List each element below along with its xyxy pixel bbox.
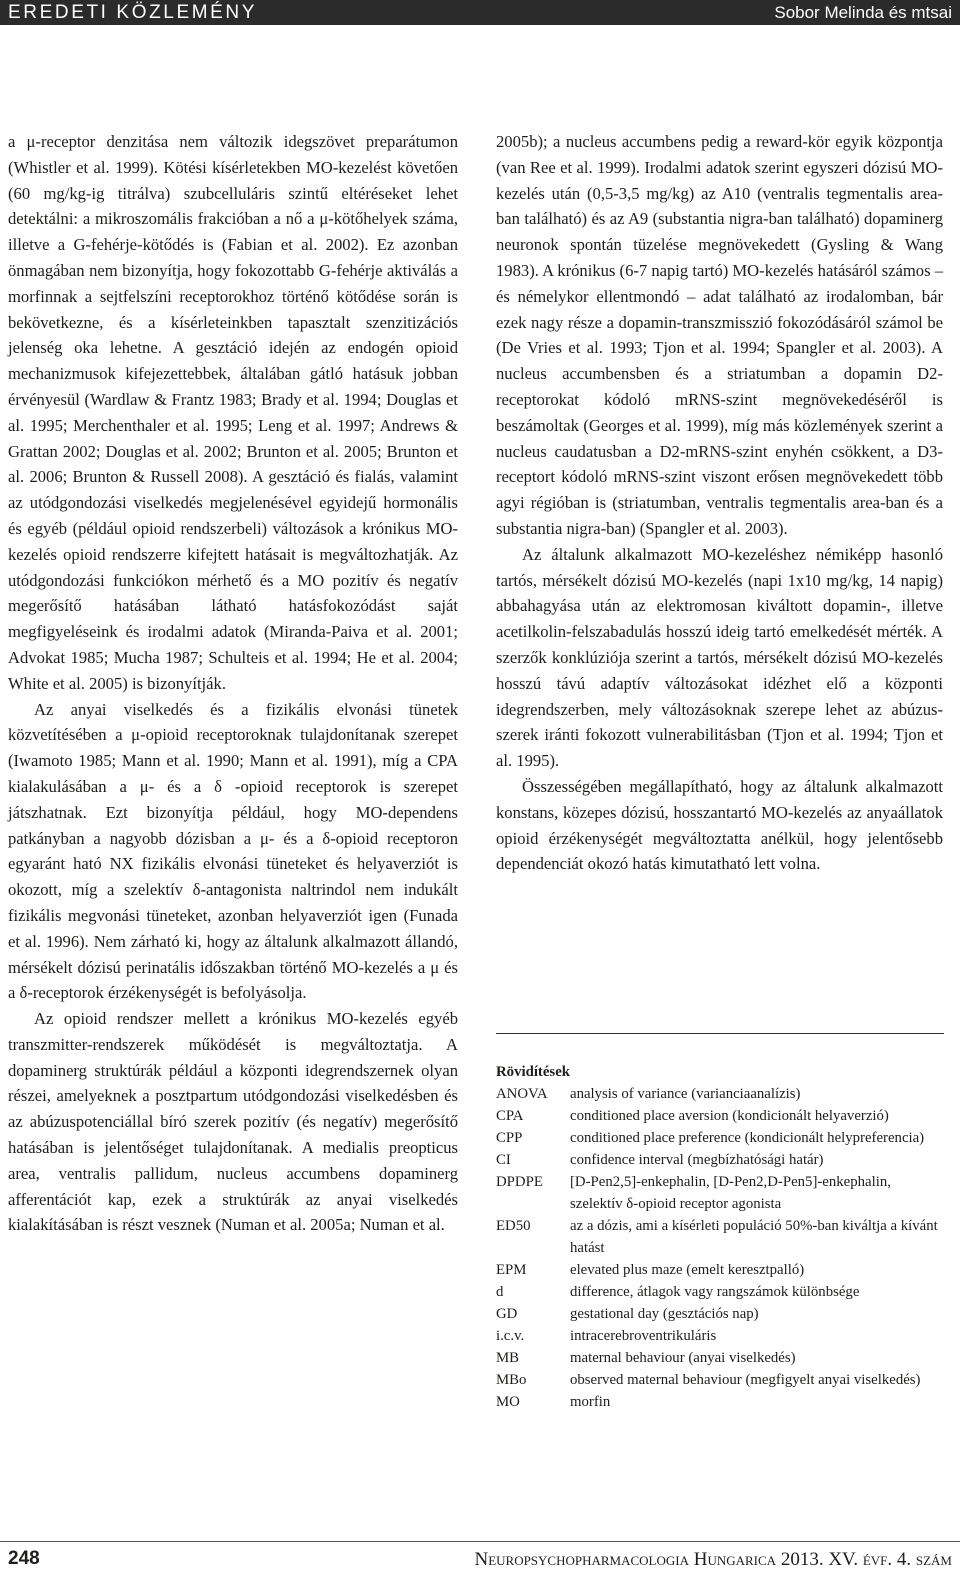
paragraph: Az általunk alkalmazott MO-kezeléshez némiképp hasonló tartós, mérsékelt dózisú MO-kezelés (napi 1x10 mg/kg, 14 napig) abbahagyása után az elektromosan kiváltott dopamin-, illetve acetilkolin-felszabadulás hosszú ideig tartó emelkedését mérték. A szerzők konklúziója szerint a tartós, mérsékelt dózisú MO-kezelés hosszú távú adaptív változásokat idézhet elő a központi idegrendszerben, mely változásoknak szerepe lehet az abúzus-szerek iránti fokozott vulnerabilitásban (Tjon et al. 1994; Tjon et al. 1995). <box>496 544 943 771</box>
abbreviation-definition: conditioned place aversion (kondicionált helyaverzió) <box>570 1108 889 1124</box>
abbreviation-term: EPM <box>496 1262 527 1278</box>
paragraph: 2005b); a nucleus accumbens pedig a reward-kör egyik központja (van Ree et al. 1999). Irodalmi adatok szerint egyszeri dózisú MO-kezelés után (0,5-3,5 mg/kg) az A10 (ventralis tegmentalis area-ban található) és az A9 (substantia nigra-ban található) dopaminerg neuronok spontán tüzelése megnövekedett (Gysling & Wang 1983). A krónikus (6-7 napig tartó) MO-kezelés hatásáról számos – és némelykor ellentmondó – adat található az irodalomban, bár ezek nagy része a dopamin-transzmisszió fokozódásáról számol be (De Vries et al. 1993; Tjon et al. 1994; Spangler et al. 2003). A nucleus accumbensben és a striatumban a dopamin D2-receptorokat kódoló mRNS-szint megnövekedéséről is beszámoltak (Georges et al. 1999), míg más közlemények szerint a nucleus caudatusban a D2-mRNS-szint enyhén csökkent, a D3-receptort kódoló mRNS-szint viszont erősen megnövekedett több agyi régióban is (striatumban, ventralis tegmentalis area-ban és a substantia nigra-ban) (Spangler et al. 2003). <box>496 132 944 538</box>
abbreviation-term: CPP <box>496 1130 523 1146</box>
abbreviation-term: MBo <box>496 1372 527 1388</box>
abbreviation-definition: conditioned place preference (kondicionált helypreferencia) <box>570 1130 925 1146</box>
abbreviations-title: Rövidítések <box>496 1064 570 1080</box>
abbreviation-row <box>496 1083 946 1105</box>
abbreviation-row <box>496 1215 946 1259</box>
abbreviation-row <box>496 1171 946 1215</box>
paragraph: Összességében megállapítható, hogy az általunk alkalmazott konstans, közepes dózisú, hosszantartó MO-kezelés az anyaállatok opioid érzékenységét megváltoztatta anélkül, hogy jelentősebb dependenciát okozó hatás kimutatható lett volna. <box>496 776 943 874</box>
abbreviation-definition: elevated plus maze (emelt keresztpalló) <box>570 1262 805 1278</box>
abbreviation-definition: analysis of variance (varianciaanalízis) <box>570 1086 801 1102</box>
abbreviation-term: CI <box>496 1152 511 1168</box>
abbreviations-list <box>496 1061 946 1413</box>
abbreviation-definition: observed maternal behaviour (megfigyelt anyai viselkedés) <box>570 1372 921 1388</box>
abbreviation-term: DPDPE <box>496 1174 543 1190</box>
abbreviation-row <box>496 1127 946 1149</box>
abbreviation-row <box>496 1281 946 1303</box>
footer-divider <box>0 1541 960 1542</box>
abbreviation-term: MB <box>496 1350 520 1366</box>
abbreviation-definition: [D-Pen2,5]-enkephalin, [D-Pen2,D-Pen5]-enkephalin, szelektív δ-opioid receptor agonista <box>570 1174 891 1212</box>
abbreviation-row <box>496 1303 946 1325</box>
abbreviation-row <box>496 1369 946 1391</box>
journal-citation: Neuropsychopharmacologia Hungarica 2013. XV. évf. 4. szám <box>474 1549 952 1570</box>
abbreviation-row <box>496 1149 946 1171</box>
abbreviation-term: d <box>496 1284 504 1300</box>
abbreviation-definition: az a dózis, ami a kísérleti populáció 50%-ban kiváltja a kívánt hatást <box>570 1218 938 1256</box>
abbreviation-row <box>496 1347 946 1369</box>
abbreviation-term: i.c.v. <box>496 1328 525 1344</box>
section-title: EREDETI KÖZLEMÉNY <box>8 2 258 23</box>
paragraph: a μ-receptor denzitása nem változik idegszövet preparátumon (Whistler et al. 1999). Kötési kísérletekben MO-kezelést követően (60 mg/kg-ig titrálva) szubcelluláris szintű eltéréseket lehet detektálni: a mikroszomális frakcióban a nő a μ-kötőhelyek száma, illetve a G-fehérje-kötődés is (Fabian et al. 2002). Ez azonban önmagában nem bizonyítja, hogy fokozottabb G-fehérje aktiválás a morfinnak a sejtfelszíni receptorokhoz történő kötődése során is bekövetkezne, és a kísérleteinkben tapasztalt szenzitizációs jelenség oka lehetne. A gesztáció idején az endogén opioid mechanizmusok kifejezettebbek, általában gátló hatásuk jobban érvényesül (Wardlaw & Frantz 1983; Brady et al. 1994; Douglas et al. 1995; Merchenthaler et al. 1995; Leng et al. 1997; Andrews & Grattan 2002; Douglas et al. 2002; Brunton et al. 2005; Brunton et al. 2006; Brunton & Russell 2008). A gesztáció és fialás, valamint az utódgondozási viselkedés megjelenésével egyidejű hormonális és egyéb (például opioid rendszerbeli) változások a krónikus MO-kezelés opioid rendszerre kifejtett hatásait is megváltozhatják. Az utódgondozási funkciókon mérhető és a MO pozitív és negatív megerősítő hatásában látható hatásfokozódást saját megfigyeléseink és irodalmi adatok (Miranda-Paiva et al. 2001; Advokat 1985; Mucha 1987; Schulteis et al. 1994; He et al. 2004; White et al. 2005) is bizonyítják. <box>8 132 458 693</box>
abbreviation-row <box>496 1325 946 1347</box>
section-divider <box>496 1033 944 1034</box>
abbreviation-term: ANOVA <box>496 1086 548 1102</box>
abbreviation-definition: intracerebroventrikuláris <box>570 1328 717 1344</box>
abbreviation-definition: maternal behaviour (anyai viselkedés) <box>570 1350 796 1366</box>
abbreviation-row <box>496 1391 946 1413</box>
abbreviation-term: GD <box>496 1306 518 1322</box>
abbreviation-term: ED50 <box>496 1218 531 1234</box>
abbreviation-definition: difference, átlagok vagy rangszámok különbsége <box>570 1284 860 1300</box>
abbreviation-term: MO <box>496 1394 520 1410</box>
paragraph: Az opioid rendszer mellett a krónikus MO-kezelés egyéb transzmitter-rendszerek működését is megváltoztatja. A dopaminerg struktúrák például a központi idegrendszernek olyan részei, amelyeknek a posztpartum utódgondozási viselkedésben és az abúzuspotenciállal bíró szerek pozitív (és negatív) megerősítő hatásában is jelentőséget tulajdonítanak. A medialis preopticus area, ventralis pallidum, nucleus accumbens dopaminerg afferentációt kap, ezek a struktúrák az anyai viselkedés kialakításában is részt vesznek (Numan et al. 2005a; Numan et al. <box>8 1009 458 1235</box>
running-header <box>0 0 960 25</box>
right-column <box>496 129 943 877</box>
abbreviation-definition: morfin <box>570 1394 611 1410</box>
abbreviation-term: CPA <box>496 1108 524 1124</box>
page-number: 248 <box>8 1548 40 1569</box>
abbreviation-row <box>496 1259 946 1281</box>
abbreviation-row <box>496 1105 946 1127</box>
abbreviation-definition: gestational day (gesztációs nap) <box>570 1306 759 1322</box>
abbreviation-definition: confidence interval (megbízhatósági határ) <box>570 1152 824 1168</box>
author-line: Sobor Melinda és mtsai <box>774 3 952 22</box>
left-column <box>8 129 458 1238</box>
paragraph: Az anyai viselkedés és a fizikális elvonási tünetek közvetítésében a μ-opioid receptoroknak tulajdonítanak szerepet (Iwamoto 1985; Mann et al. 1990; Mann et al. 1991), míg a CPA kialakulásában a μ- és a δ -opioid receptorok is szerepet játszhatnak. Ezt bizonyítja például, hogy MO-dependens patkányban a nagyobb dózisban a μ- és a δ-opioid receptoron egyaránt ható NX fizikális elvonási tüneteket és helyaverziót is okozott, míg a szelektív δ-antagonista naltrindol nem indukált fizikális megvonási tüneteket, azonban helyaverziót igen (Funada et al. 1996). Nem zárható ki, hogy az általunk alkalmazott állandó, mérsékelt dózisú perinatális időszakban történő MO-kezelés a μ és a δ-receptorok érzékenységét is befolyásolja. <box>8 699 458 1003</box>
